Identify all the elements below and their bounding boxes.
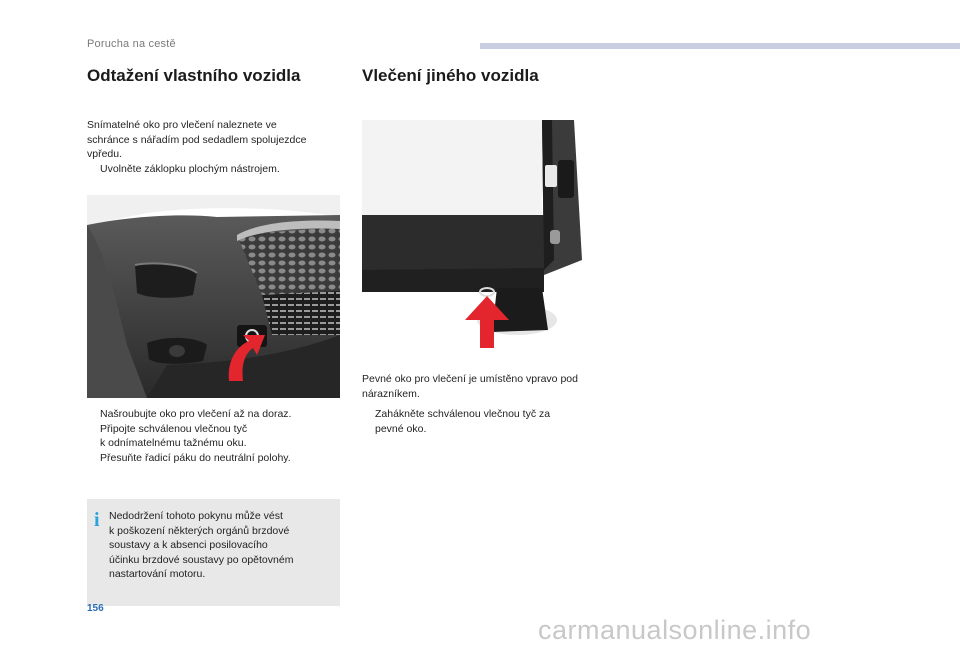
left-intro: [87, 118, 347, 176]
left-heading: Odtažení vlastního vozidla: [87, 66, 301, 85]
step-text: Přesuňte řadicí páku do neutrální polohy.: [100, 451, 291, 464]
info-icon: i: [94, 509, 100, 531]
intro-bullet-text: Uvolněte záklopku plochým nástrojem.: [100, 162, 280, 175]
rear-towing-illustration: [362, 120, 582, 350]
right-description: [362, 372, 632, 401]
front-bumper-illustration: [87, 195, 340, 398]
rear-towing-photo: [362, 120, 582, 350]
bullet-arrow-icon: [87, 451, 100, 466]
bullet-arrow-icon: [87, 407, 100, 422]
intro-line: schránce s nářadím pod sedadlem spolujezdce: [87, 133, 307, 146]
bullet-arrow-icon: [87, 162, 100, 177]
left-steps: [87, 407, 347, 465]
step-row: [87, 451, 347, 466]
note-line: Nedodržení tohoto pokynu může vést: [109, 510, 283, 522]
step-text: Našroubujte oko pro vlečení až na doraz.: [100, 408, 292, 420]
header-bar: [480, 43, 960, 49]
note-line: k poškození některých orgánů brzdové: [109, 524, 290, 537]
step-row: [362, 407, 632, 422]
note-line: nastartování motoru.: [109, 568, 206, 580]
step-row: [87, 422, 347, 437]
page-number: 156: [87, 603, 104, 614]
section-title: Porucha na cestě: [87, 38, 176, 50]
note-text: [109, 509, 334, 582]
right-heading: Vlečení jiného vozidla: [362, 66, 539, 85]
note-line: účinku brzdové soustavy po opětovném: [109, 553, 294, 566]
front-bumper-photo: [87, 195, 340, 398]
step-text: Zahákněte schválenou vlečnou tyč za: [375, 408, 551, 420]
step-text: Připojte schválenou vlečnou tyč: [100, 422, 248, 435]
watermark: carmanualsonline.info: [538, 615, 812, 645]
note-line: soustavy a k absenci posilovacího: [109, 539, 268, 551]
right-steps: [362, 407, 632, 436]
warning-note: [87, 499, 340, 606]
step-row: [87, 407, 347, 422]
bullet-arrow-icon: [362, 407, 375, 422]
step-text-continued: k odnímatelnému tažnému oku.: [100, 437, 247, 449]
intro-line: vpředu.: [87, 148, 123, 160]
desc-line: Pevné oko pro vlečení je umístěno vpravo pod: [362, 373, 578, 385]
desc-line: nárazníkem.: [362, 387, 420, 400]
intro-line: Snímatelné oko pro vlečení naleznete ve: [87, 119, 277, 131]
step-text-continued: pevné oko.: [375, 422, 427, 435]
bullet-arrow-icon: [87, 422, 100, 437]
intro-bullet-row: [87, 162, 347, 177]
